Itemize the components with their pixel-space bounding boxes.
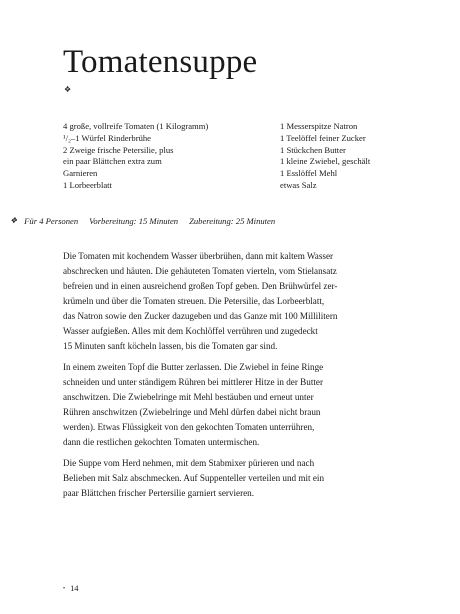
ingredient-item: 1 Stückchen Butter (280, 144, 346, 155)
bullet-icon: • (63, 585, 66, 592)
prep-time-text: Vorbereitung: 15 Minuten (89, 216, 179, 226)
ornament-icon: ❖ (64, 85, 72, 94)
ingredient-item: 1 Esslöffel Mehl (280, 168, 338, 179)
ingredient-item: ein paar Blättchen extra zum (63, 156, 162, 167)
ingredient-item: etwas Salz (280, 179, 317, 190)
recipe-meta (10, 215, 286, 227)
ingredient-column-left (63, 121, 263, 192)
ingredient-item: 1 Messerspitze Natron (280, 121, 358, 131)
ingredient-item: 1 Teelöffel feiner Zucker (280, 132, 366, 143)
ingredient-item: ¹/₂–1 Würfel Rinderbrühe (63, 132, 151, 143)
ingredient-item: 1 Lorbeerblatt (63, 179, 112, 190)
cook-time-text: Zubereitung: 25 Minuten (189, 216, 276, 226)
servings-text: Für 4 Personen (24, 216, 79, 226)
instruction-paragraph: Die Suppe vom Herd nehmen, mit dem Stabmixer pürieren und nach Belieben mit Salz abschmecken. Auf Suppenteller verteilen und mit ein paar Blättchen frischer Pertersilie garniert servieren. (63, 458, 325, 498)
ingredient-item: 4 große, vollreife Tomaten (1 Kilogramm) (63, 121, 209, 131)
recipe-title: Tomatensuppe (63, 44, 258, 80)
instruction-paragraph: In einem zweiten Topf die Butter zerlassen. Die Zwiebel in feine Ringe schneiden und unter ständigem Rühren bei mittlerer Hitze in der Butter anschwitzen. Die Zwiebelringe mit Mehl bestäuben und erneut unter Rühren anschwitzen (Zwiebelringe und Mehl dürfen dabei nicht braun werden). Etwas Flüssigkeit von den gekochten Tomaten unterrühren, dann die restlichen gekochten Tomaten untermischen. (63, 362, 324, 447)
ingredient-item: 1 kleine Zwiebel, geschält (280, 156, 371, 167)
ingredient-item: 2 Zweige frische Petersilie, plus (63, 144, 174, 155)
ingredient-item: Garnieren (63, 168, 98, 179)
ingredient-column-right (280, 121, 410, 192)
instruction-paragraph: Die Tomaten mit kochendem Wasser überbrühen, dann mit kaltem Wasser abschrecken und häuten. Die gehäuteten Tomaten vierteln, vom Stielansatz befreien und in einen ausreichend großen Topf geben. Den Brühwürfel zer- krümeln und über die Tomaten streuen. Die Petersilie, das Lorbeerblatt, das Natron sowie den Zucker dazugeben und das Ganze mit 100 Millilitern Wasser aufgießen. Alles mit dem Kochlöffel verrühren und zugedeckt 15 Minuten sanft köcheln lassen, bis die Tomaten gar sind. (63, 251, 338, 351)
page-number: 14 (70, 584, 79, 593)
page-footer (63, 584, 78, 593)
recipe-instructions (63, 249, 393, 507)
ornament-icon: ❖ (10, 216, 18, 225)
